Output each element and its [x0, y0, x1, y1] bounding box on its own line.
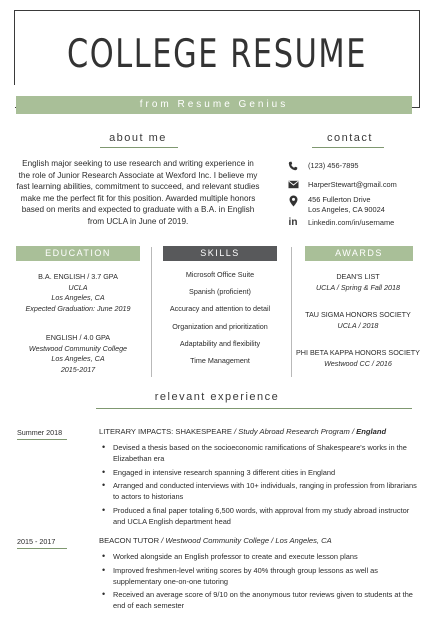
job-title-org: / Westwood Community College /	[159, 536, 276, 545]
education-note: 2015-2017	[60, 364, 96, 374]
envelope-icon	[287, 180, 299, 189]
award-item	[293, 348, 423, 369]
award-name: TAU SIGMA HONORS SOCIETY	[305, 310, 411, 319]
skill-item: Time Management	[190, 355, 250, 365]
phone-icon	[287, 161, 299, 171]
job-bullet: • Engaged in intensive research spanning 3 different cities in England	[99, 467, 417, 478]
education-school: UCLA	[68, 282, 88, 292]
experience-heading: relevant experience	[154, 391, 280, 403]
job-date: 2015 - 2017	[17, 537, 56, 546]
job-bullets	[99, 551, 417, 614]
job-date: Summer 2018	[17, 428, 63, 437]
education-item	[10, 333, 146, 375]
skill-item: Adaptability and flexibility	[179, 338, 261, 348]
skills-heading: SKILLS	[163, 246, 277, 261]
job-title-name: LITERARY IMPACTS: SHAKESPEARE	[99, 427, 232, 436]
education-location: Los Angeles, CA	[51, 354, 105, 363]
experience-underline	[96, 408, 412, 409]
contact-email	[287, 180, 397, 190]
skill-item: Organization and prioritization	[172, 321, 268, 331]
award-name: PHI BETA KAPPA HONORS SOCIETY	[296, 348, 420, 357]
linkedin-icon: in	[288, 217, 298, 228]
contact-linkedin	[287, 218, 394, 228]
about-heading: about me	[109, 132, 167, 144]
job-date-underline	[17, 548, 67, 549]
contact-heading: contact	[327, 132, 373, 144]
job-bullet: • Arranged and conducted interviews with 10+ individuals, ranging in profession from librarians to actors to historians	[99, 480, 417, 502]
job-title-org: / Study Abroad Research Program /	[231, 427, 357, 436]
education-location: Los Angeles, CA	[51, 293, 105, 302]
education-note: Expected Graduation: June 2019	[25, 303, 131, 313]
resume-title: COLLEGE RESUME	[66, 32, 368, 77]
about-underline	[100, 147, 178, 148]
job-bullet: • Received an average score of 9/10 on the anonymous tutor reviews given to students at the end of each semester	[99, 589, 417, 611]
job-location: Los Angeles, CA	[275, 536, 332, 545]
award-item	[293, 310, 423, 331]
award-detail: UCLA / Spring & Fall 2018	[315, 282, 401, 292]
job-location: England	[356, 427, 387, 436]
column-divider-right	[291, 247, 292, 377]
job-title	[99, 536, 332, 545]
map-pin-icon	[287, 195, 299, 207]
education-item	[10, 272, 146, 314]
contact-address	[287, 195, 385, 215]
award-name: DEAN'S LIST	[336, 272, 380, 281]
award-detail: UCLA / 2018	[337, 320, 379, 330]
job-title-name: BEACON TUTOR	[99, 536, 160, 545]
education-degree: ENGLISH / 4.0 GPA	[45, 333, 111, 342]
education-degree: B.A. ENGLISH / 3.7 GPA	[38, 272, 118, 281]
education-heading: EDUCATION	[16, 246, 140, 261]
contact-underline	[312, 147, 384, 148]
contact-address-line2: Los Angeles, CA 90024	[308, 205, 385, 214]
award-detail: Westwood CC / 2016	[324, 358, 392, 368]
contact-email-text: HarperStewart@gmail.com	[308, 180, 397, 189]
award-item	[293, 272, 423, 293]
awards-heading: AWARDS	[305, 246, 413, 261]
contact-linkedin-text: Linkedin.com/in/username	[308, 218, 395, 227]
frame-gap	[10, 85, 15, 115]
education-school: Westwood Community College	[28, 343, 128, 353]
job-date-underline	[17, 439, 67, 440]
job-bullet: • Produced a final paper totaling 6,500 words, with approval from my study abroad instructor and UCLA English department head	[99, 505, 417, 527]
contact-address-line1: 456 Fullerton Drive	[308, 195, 371, 204]
job-bullet: • Improved freshmen-level writing scores by 40% through group lessons as well as supplementary one-on-one tutoring	[99, 565, 417, 587]
skill-item: Accuracy and attention to detail	[169, 304, 271, 314]
job-bullet: • Devised a thesis based on the socioeconomic ramifications of Shakespeare's works in the Elizabethan era	[99, 442, 417, 464]
subtitle-bar: from Resume Genius	[16, 96, 412, 114]
column-divider-left	[151, 247, 152, 377]
contact-phone-text: (123) 456-7895	[308, 161, 359, 170]
job-bullets	[99, 442, 417, 529]
contact-phone	[287, 161, 359, 171]
skill-item: Spanish (proficient)	[189, 287, 251, 297]
skills-list	[163, 270, 277, 373]
about-text: English major seeking to use research and writing experience in the role of Junior Research Associate at Wexford Inc. I believe my fast learning abilities, commitment to succeed, and relevant studies make me the perfect fit for this position. Awarded multiple honors based on merits and expected to graduate with a B.A. in English from UCLA in June of 2019.	[16, 159, 260, 226]
skill-item: Microsoft Office Suite	[185, 270, 255, 279]
job-title	[99, 427, 386, 436]
job-bullet: • Worked alongside an English professor to create and execute lesson plans	[99, 551, 417, 562]
